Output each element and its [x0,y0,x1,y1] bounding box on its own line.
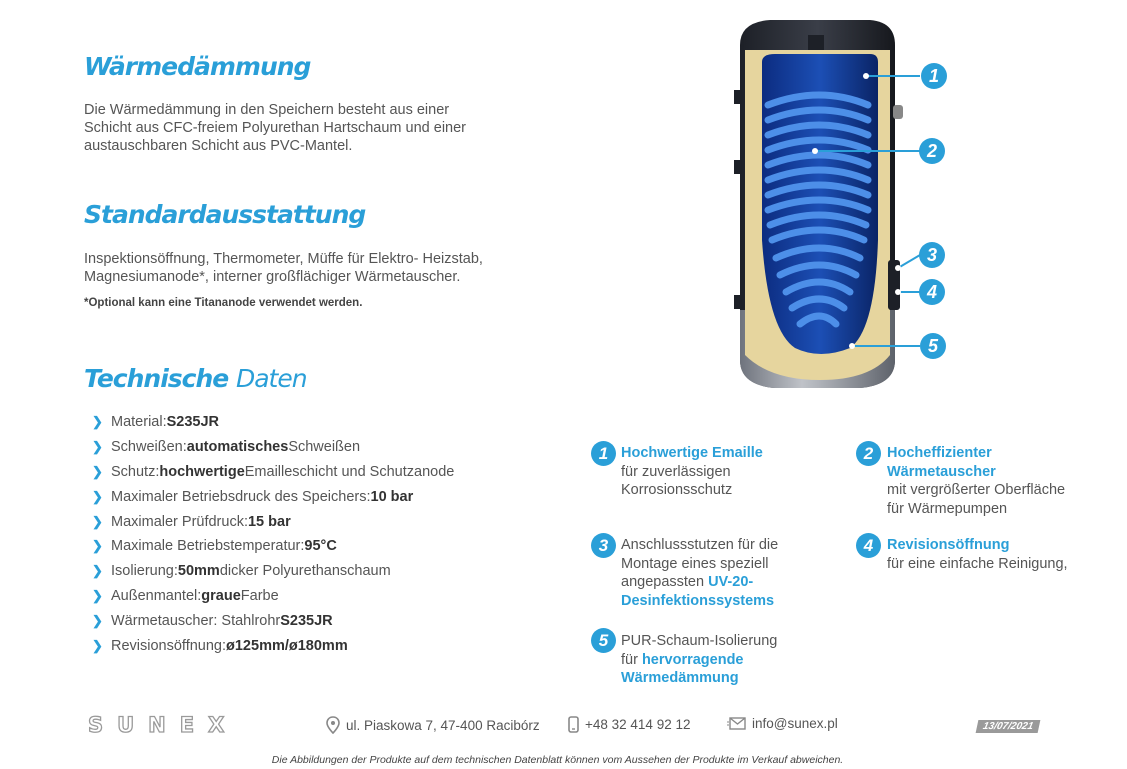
chevron-right-icon: ❯ [92,637,103,653]
spec-item: ❯ Isolierung: 50mm dicker Polyurethanschaum [84,559,544,584]
chevron-right-icon: ❯ [92,587,103,603]
phone-text: +48 32 414 92 12 [585,717,691,732]
spec-item: ❯ Maximaler Betriebsdruck des Speichers: 10 bar [84,484,544,509]
feature-1-title: Hochwertige Emaille [621,445,763,461]
equipment-text [84,250,554,286]
feature-5-line: für hervorragende [621,651,744,668]
feature-5-line: Wärmedämmung [621,670,739,686]
feature-4 [887,536,1068,573]
chevron-right-icon: ❯ [92,563,103,579]
equipment-line: Magnesiumanode*, interner großflächiger Wärmetauscher. [84,269,461,285]
feature-2-line: für Wärmepumpen [887,500,1008,517]
footer-address [326,716,540,734]
disclaimer-text: Die Abbildungen der Produkte auf dem technischen Datenblatt können vom Aussehen der Produkte im Verkauf abweichen. [271,754,844,766]
feature-3-line: Anschlussstutzen für die [621,537,779,553]
equipment-line: Inspektionsöffnung, Thermometer, Müffe für Elektro- Heizstab, [84,251,483,267]
feature-2-title: Wärmetauscher [887,463,996,480]
feature-3-line: Montage eines speziell [621,555,769,572]
spec-item: ❯ Maximaler Prüfdruck: 15 bar [84,509,544,534]
spec-item: ❯ Schweißen: automatisches Schweißen [84,435,544,460]
feature-2-line: mit vergrößerter Oberfläche [887,482,1066,498]
tech-title [84,364,307,393]
phone-icon [568,716,579,733]
feature-3-line: angepassten UV-20- [621,574,754,590]
footer-phone [568,716,690,733]
date-badge: 13/07/2021 [976,720,1041,733]
equipment-note: *Optional kann eine Titananode verwendet werden. [84,297,363,309]
feature-1-line: für zuverlässigen [621,463,731,480]
callout-2-badge: 2 [919,138,945,164]
chevron-right-icon: ❯ [92,439,103,455]
tech-title-light: Daten [235,364,307,393]
spec-item: ❯ Material: S235JR [84,410,544,435]
feature-5 [621,632,777,688]
spec-item: ❯ Schutz: hochwertige Emailleschicht und Schutzanode [84,460,544,485]
feature-5-badge: 5 [591,628,616,653]
spec-item: ❯ Wärmetauscher: Stahlrohr S235JR [84,608,544,633]
chevron-right-icon: ❯ [92,513,103,529]
tech-title-bold: Technische [84,364,229,393]
spec-item: ❯ Maximale Betriebstemperatur: 95°C [84,534,544,559]
callout-3-badge: 3 [919,242,945,268]
envelope-icon [727,717,746,730]
insulation-line: austauschbaren Schicht aus PVC-Mantel. [84,138,353,154]
callout-4-badge: 4 [919,279,945,305]
feature-2-title: Hocheffizienter [887,445,992,461]
feature-4-line: für eine einfache Reinigung, [887,555,1068,572]
spec-item: ❯ Außenmantel: graue Farbe [84,584,544,609]
feature-3 [621,536,778,610]
chevron-right-icon: ❯ [92,463,103,479]
sunex-logo-text: SUNEX [88,713,239,736]
equipment-title: Standardausstattung [84,200,366,229]
callout-5-badge: 5 [920,333,946,359]
insulation-title: Wärmedämmung [84,52,311,81]
insulation-text [84,101,544,155]
feature-3-badge: 3 [591,533,616,558]
feature-1-badge: 1 [591,441,616,466]
feature-2-badge: 2 [856,441,881,466]
email-text: info@sunex.pl [752,716,838,731]
feature-5-line: PUR-Schaum-Isolierung [621,633,778,649]
feature-4-title: Revisionsöffnung [887,537,1010,553]
insulation-line: Die Wärmedämmung in den Speichern besteht aus einer [84,102,450,118]
spec-list [84,410,544,658]
chevron-right-icon: ❯ [92,612,103,628]
sunex-logo [88,712,288,736]
insulation-line: Schicht aus CFC-freiem Polyurethan Hartschaum und einer [84,120,466,136]
footer-email [727,716,838,731]
chevron-right-icon: ❯ [92,414,103,430]
location-pin-icon [326,716,340,734]
chevron-right-icon: ❯ [92,538,103,554]
feature-2 [887,444,1065,518]
spec-item: ❯ Revisionsöffnung: ø125mm/ø180mm [84,633,544,658]
boiler-cutaway-image [700,10,1000,395]
feature-3-line: Desinfektionssystems [621,592,775,609]
chevron-right-icon: ❯ [92,488,103,504]
feature-1 [621,444,763,500]
feature-1-line: Korrosionsschutz [621,482,733,498]
address-text: ul. Piaskowa 7, 47-400 Racibórz [346,717,540,733]
feature-4-badge: 4 [856,533,881,558]
callout-1-badge: 1 [921,63,947,89]
